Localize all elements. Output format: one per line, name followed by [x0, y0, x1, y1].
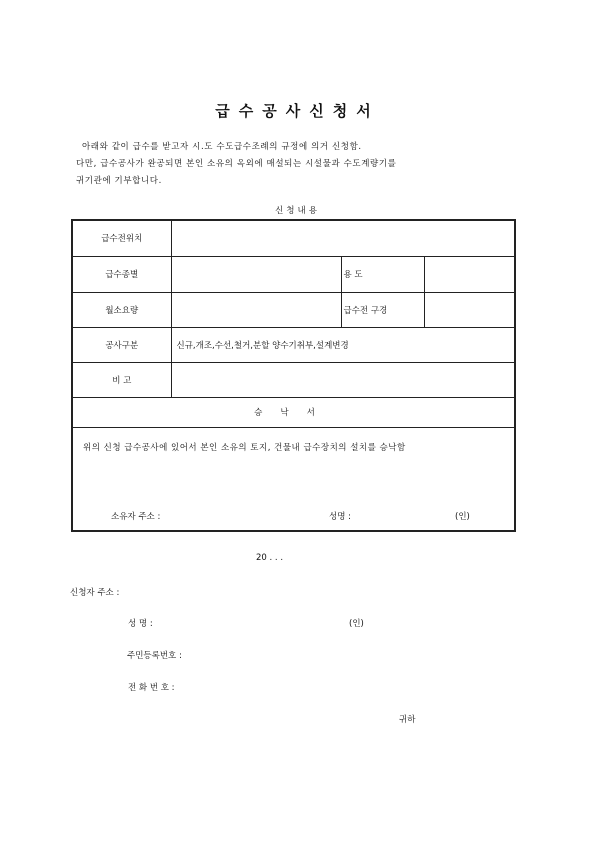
- row-work: [72, 327, 515, 362]
- row-pledge: [72, 427, 515, 531]
- work-options: 신규,개조,수선,철거,분할 양수기취부,설계변경: [171, 327, 515, 362]
- intro-line-2: 다만, 급수공사가 완공되면 본인 소유의 옥외에 매설되는 시설물과 수도계량기를: [76, 159, 397, 169]
- row-usage: [72, 292, 515, 327]
- intro-line-1: 아래와 같이 급수를 받고자 시.도 수도급수조례의 규정에 의거 신청함.: [82, 142, 362, 152]
- row-pledge-head: [72, 397, 515, 427]
- row-type: [72, 256, 515, 292]
- row-remarks: [72, 362, 515, 397]
- owner-address-label: 소유자 주소 :: [111, 511, 161, 522]
- application-form-table: [71, 219, 516, 532]
- applicant-name-label: 성 명 :: [128, 619, 153, 629]
- location-field[interactable]: [171, 220, 515, 256]
- resident-id-label: 주민등록번호 :: [127, 651, 182, 661]
- date-line: 20 . . .: [256, 553, 284, 563]
- type-label: 급수종별: [72, 256, 171, 292]
- pledge-title: 승낙서: [72, 397, 515, 427]
- bore-label: 급수전 구경: [341, 292, 424, 327]
- remarks-field[interactable]: [171, 362, 515, 397]
- bore-field[interactable]: [424, 292, 515, 327]
- owner-seal: (인): [455, 511, 470, 522]
- applicant-seal: (인): [349, 619, 364, 629]
- pledge-cell: [72, 427, 515, 531]
- pledge-text: 위의 신청 급수공사에 있어서 본인 소유의 토지, 건물내 급수장치의 설치를 승낙함: [83, 442, 406, 453]
- use-field[interactable]: [424, 256, 515, 292]
- use-label: 용 도: [341, 256, 424, 292]
- applicant-address-label: 신청자 주소 :: [70, 588, 120, 598]
- closing-honorific: 귀하: [399, 715, 416, 725]
- location-label: 급수전위치: [72, 220, 171, 256]
- usage-label: 월소요량: [72, 292, 171, 327]
- intro-line-3: 귀기관에 기부합니다.: [76, 176, 162, 186]
- row-location: [72, 220, 515, 256]
- owner-name-label: 성명 :: [329, 511, 351, 522]
- document-title: 급수공사신청서: [215, 102, 380, 120]
- type-field[interactable]: [171, 256, 341, 292]
- section-title: 신청내용: [275, 206, 320, 216]
- usage-field[interactable]: [171, 292, 341, 327]
- remarks-label: 비 고: [72, 362, 171, 397]
- work-label: 공사구분: [72, 327, 171, 362]
- phone-label: 전 화 번 호 :: [128, 683, 175, 693]
